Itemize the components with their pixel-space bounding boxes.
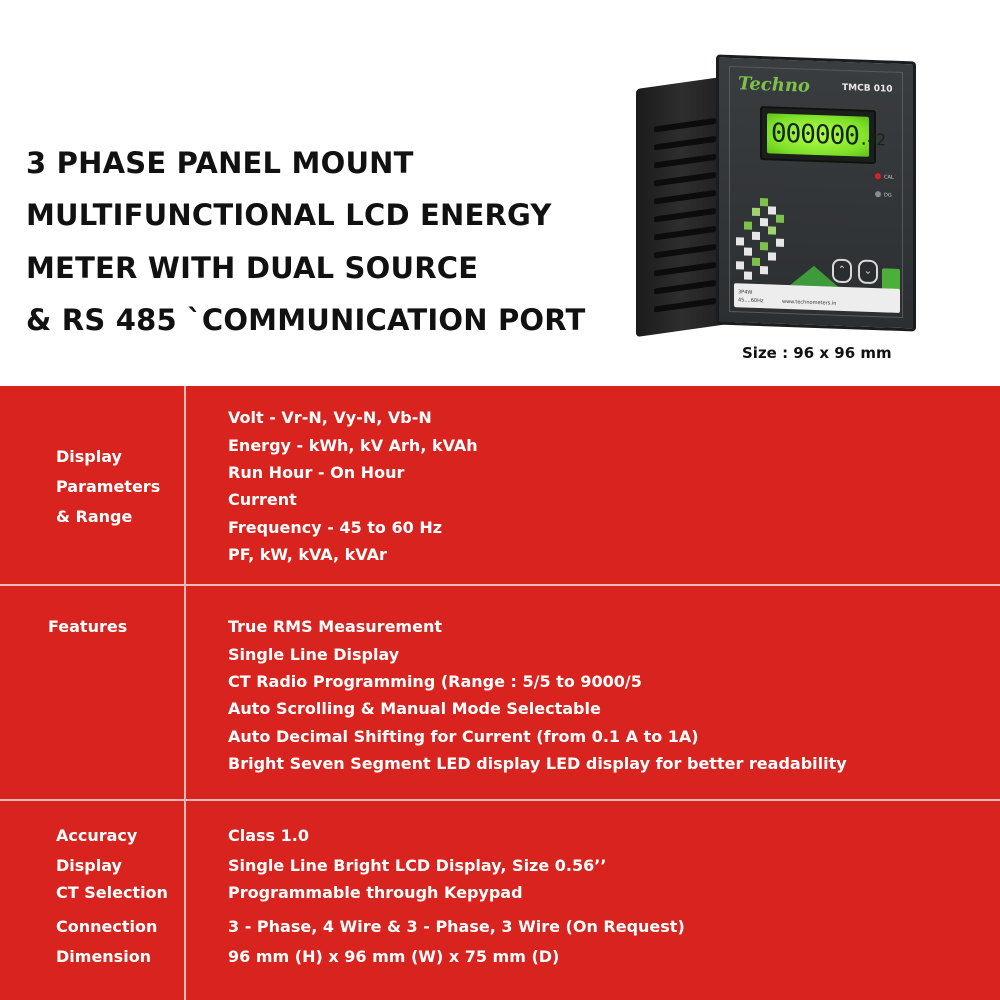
- connection-value: 3 - Phase, 4 Wire & 3 - Phase, 3 Wire (On Request): [228, 917, 685, 936]
- row-label-display: Display: [56, 856, 122, 875]
- checker-pattern-decoration: [736, 197, 796, 283]
- lcd-display: [760, 106, 885, 164]
- cal-led-icon: [875, 173, 881, 179]
- feature-value: Single Line Display: [228, 645, 400, 664]
- feature-value: True RMS Measurement: [228, 617, 442, 636]
- down-arrow-button-icon: ⌄: [858, 259, 878, 284]
- row-divider: [0, 584, 1000, 586]
- display-param-value: Frequency - 45 to 60 Hz: [228, 518, 443, 537]
- meter-front-panel: [716, 55, 916, 332]
- feature-value: Bright Seven Segment LED display LED display for better readability: [228, 754, 847, 773]
- row-label-dimension: Dimension: [56, 947, 152, 966]
- product-title-line-3: METER WITH DUAL SOURCE: [26, 251, 479, 285]
- dg-led-label: DG: [884, 192, 892, 199]
- model-label: TMCB 010: [842, 82, 893, 95]
- display-param-value: Run Hour - On Hour: [228, 463, 405, 482]
- energy-meter-image: [632, 58, 922, 340]
- meter-cooling-fins: [654, 118, 716, 337]
- row-label-connection: Connection: [56, 917, 158, 936]
- row-label-display-line-1: Display: [56, 447, 122, 466]
- brand-logo: Techno: [738, 73, 810, 97]
- lcd-decimal: .42: [858, 129, 885, 150]
- display-param-value: Volt - Vr-N, Vy-N, Vb-N: [228, 408, 432, 427]
- display-param-value: Current: [228, 490, 297, 509]
- row-label-accuracy: Accuracy: [56, 826, 138, 845]
- product-title-line-4: & RS 485 `COMMUNICATION PORT: [26, 303, 586, 337]
- meter-spec-strip: [734, 283, 900, 313]
- display-param-value: Energy - kWh, kV Arh, kVAh: [228, 436, 478, 455]
- display-param-value: PF, kW, kVA, kVAr: [228, 545, 387, 564]
- dg-led-icon: [875, 191, 881, 197]
- make-in-india-triangle-icon: [790, 265, 838, 287]
- ct-selection-value: Programmable through Kepypad: [228, 883, 523, 902]
- row-label-display-line-3: & Range: [56, 507, 133, 526]
- row-divider: [0, 799, 1000, 801]
- feature-value: Auto Decimal Shifting for Current (from 0.1 A to 1A): [228, 727, 699, 746]
- row-label-ct-selection: CT Selection: [56, 883, 168, 902]
- cal-led-label: CAL: [884, 174, 894, 181]
- feature-value: Auto Scrolling & Manual Mode Selectable: [228, 699, 601, 718]
- product-title-line-1: 3 PHASE PANEL MOUNT: [26, 146, 414, 180]
- strip-spec: 3P4W: [738, 289, 753, 296]
- spec-table: [0, 386, 1000, 1000]
- feature-value: CT Radio Programming (Range : 5/5 to 9000/5: [228, 672, 642, 691]
- display-value: Single Line Bright LCD Display, Size 0.56’’: [228, 856, 607, 875]
- row-label-features: Features: [48, 617, 128, 636]
- size-caption: Size : 96 x 96 mm: [742, 344, 892, 362]
- row-label-display-line-2: Parameters: [56, 477, 161, 496]
- column-divider: [184, 386, 186, 1000]
- up-arrow-button-icon: ⌃: [832, 259, 852, 284]
- dimension-value: 96 mm (H) x 96 mm (W) x 75 mm (D): [228, 947, 560, 966]
- strip-url: www.technometers.in: [782, 298, 837, 307]
- accuracy-value: Class 1.0: [228, 826, 309, 845]
- header: [0, 0, 1000, 386]
- strip-frequency: 45....60Hz: [738, 297, 764, 305]
- lcd-reading: 000000: [771, 118, 859, 152]
- product-title-line-2: MULTIFUNCTIONAL LCD ENERGY: [26, 198, 552, 232]
